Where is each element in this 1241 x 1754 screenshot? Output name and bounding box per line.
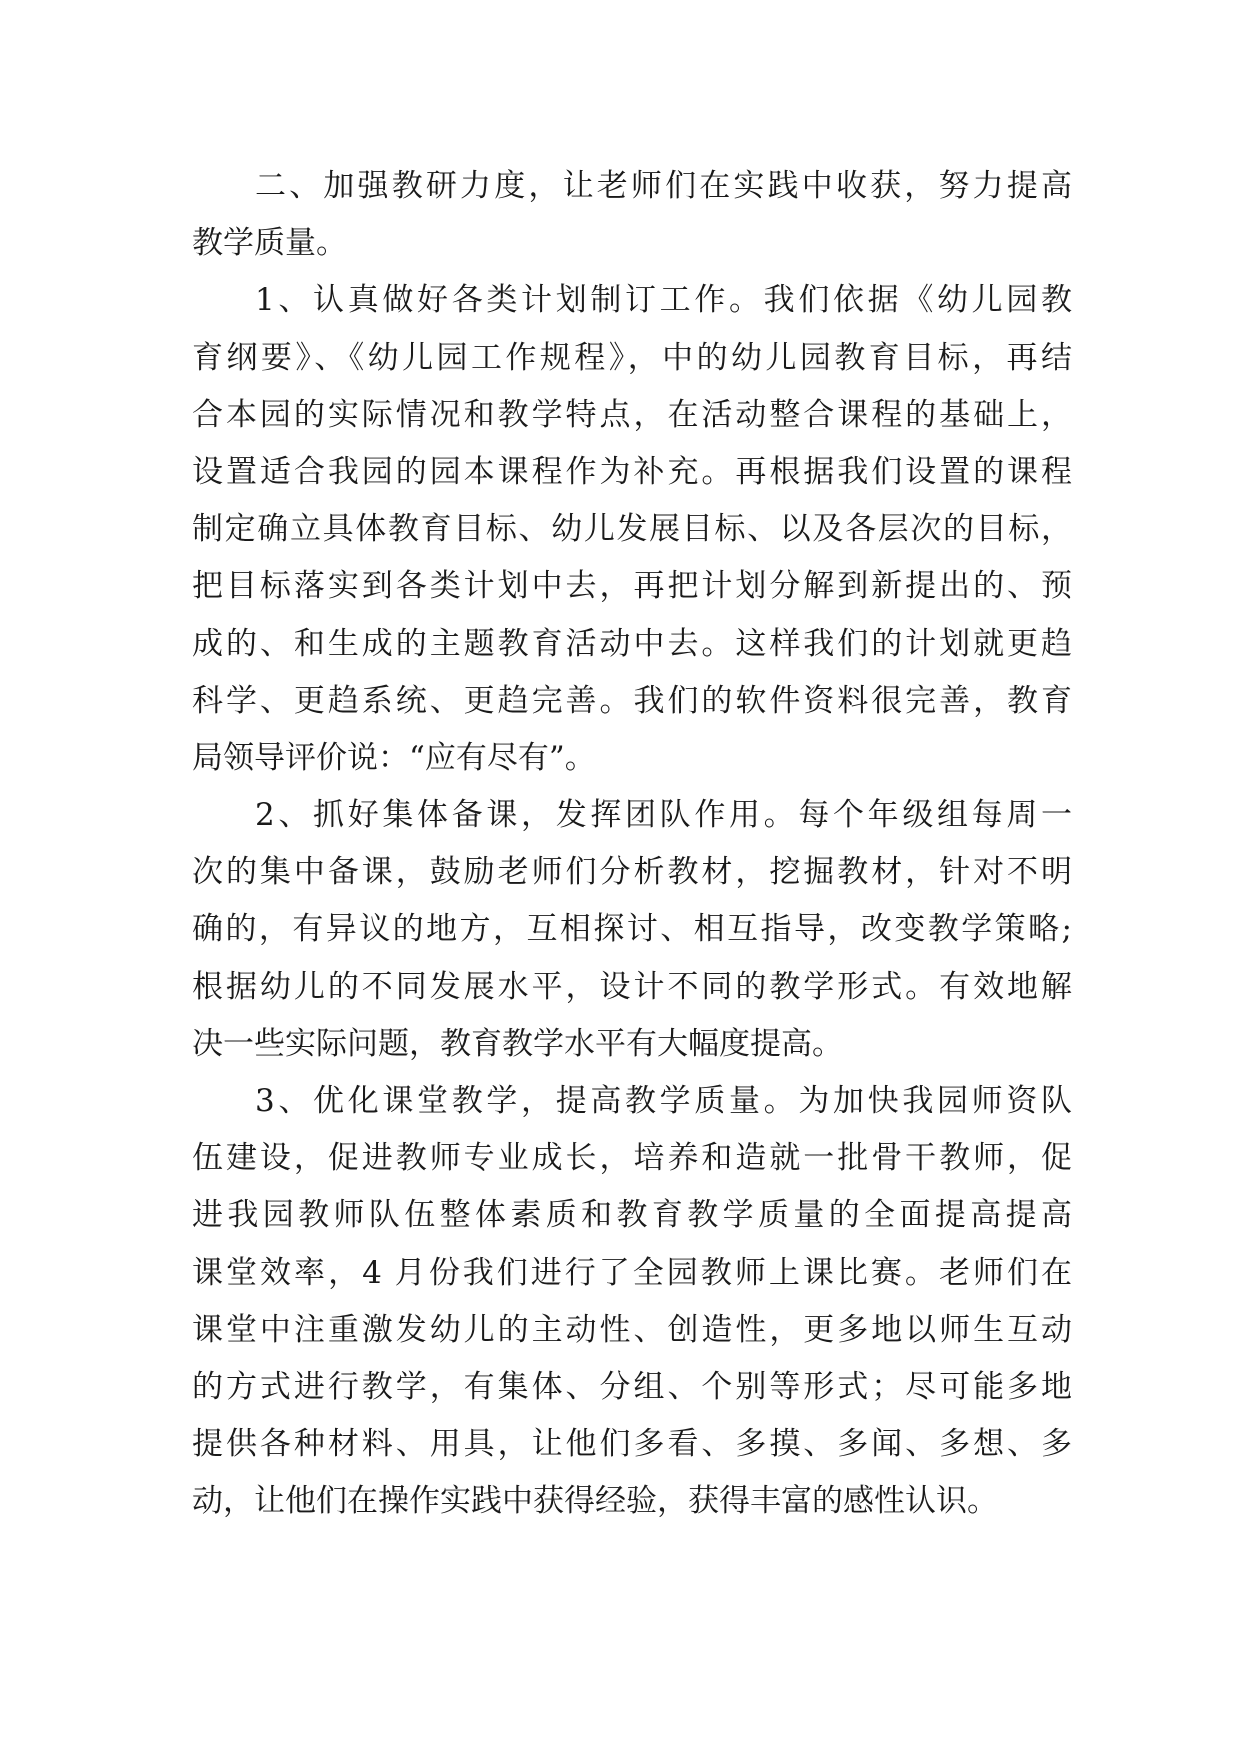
text-line: 成的、和生成的主题教育活动中去。这样我们的计划就更趋	[192, 625, 1072, 662]
text-line: 伍建设，促进教师专业成长，培养和造就一批骨干教师，促	[192, 1140, 1072, 1177]
text-line: 根据幼儿的不同发展水平，设计不同的教学形式。有效地解	[192, 968, 1072, 1005]
text-line: 课堂中注重激发幼儿的主动性、创造性，更多地以师生互动	[192, 1311, 1072, 1348]
document-body	[192, 158, 1072, 1531]
text-line: 科学、更趋系统、更趋完善。我们的软件资料很完善，教育	[192, 682, 1072, 719]
paragraph-collective-lesson-prep	[192, 787, 1072, 1073]
text-line: 进我园教师队伍整体素质和教育教学质量的全面提高提高	[192, 1197, 1072, 1234]
text-line: 决一些实际问题，教育教学水平有大幅度提高。	[192, 1025, 843, 1062]
text-line: 局领导评价说：“应有尽有”。	[192, 739, 596, 776]
text-line: 1、认真做好各类计划制订工作。我们依据《幼儿园教	[255, 282, 1072, 319]
text-line: 提供各种材料、用具，让他们多看、多摸、多闻、多想、多	[192, 1426, 1072, 1463]
text-line: 的方式进行教学，有集体、分组、个别等形式；尽可能多地	[192, 1368, 1072, 1405]
text-line: 把目标落实到各类计划中去，再把计划分解到新提出的、预	[192, 568, 1072, 605]
text-line: 合本园的实际情况和教学特点，在活动整合课程的基础上，	[192, 396, 1072, 433]
text-line: 确的，有异议的地方，互相探讨、相互指导，改变教学策略;	[192, 911, 1072, 948]
paragraph-planning	[192, 272, 1072, 787]
text-line: 3、优化课堂教学，提高教学质量。为加快我园师资队	[255, 1083, 1072, 1119]
text-line: 动，让他们在操作实践中获得经验，获得丰富的感性认识。	[192, 1483, 998, 1520]
text-line: 次的集中备课，鼓励老师们分析教材，挖掘教材，针对不明	[192, 854, 1072, 891]
text-line: 2、抓好集体备课，发挥团队作用。每个年级组每周一	[255, 797, 1072, 834]
text-line: 设置适合我园的园本课程作为补充。再根据我们设置的课程	[192, 453, 1072, 490]
text-line: 教学质量。	[192, 225, 347, 262]
text-line: 课堂效率，4 月份我们进行了全园教师上课比赛。老师们在	[192, 1254, 1072, 1291]
paragraph-classroom-teaching	[192, 1073, 1072, 1531]
paragraph-teaching-research	[192, 158, 1072, 272]
text-line: 育纲要》、《幼儿园工作规程》，中的幼儿园教育目标，再结	[192, 339, 1072, 376]
text-line: 制定确立具体教育目标、幼儿发展目标、以及各层次的目标，	[192, 511, 1072, 548]
text-line: 二、加强教研力度，让老师们在实践中收获，努力提高	[255, 168, 1072, 204]
